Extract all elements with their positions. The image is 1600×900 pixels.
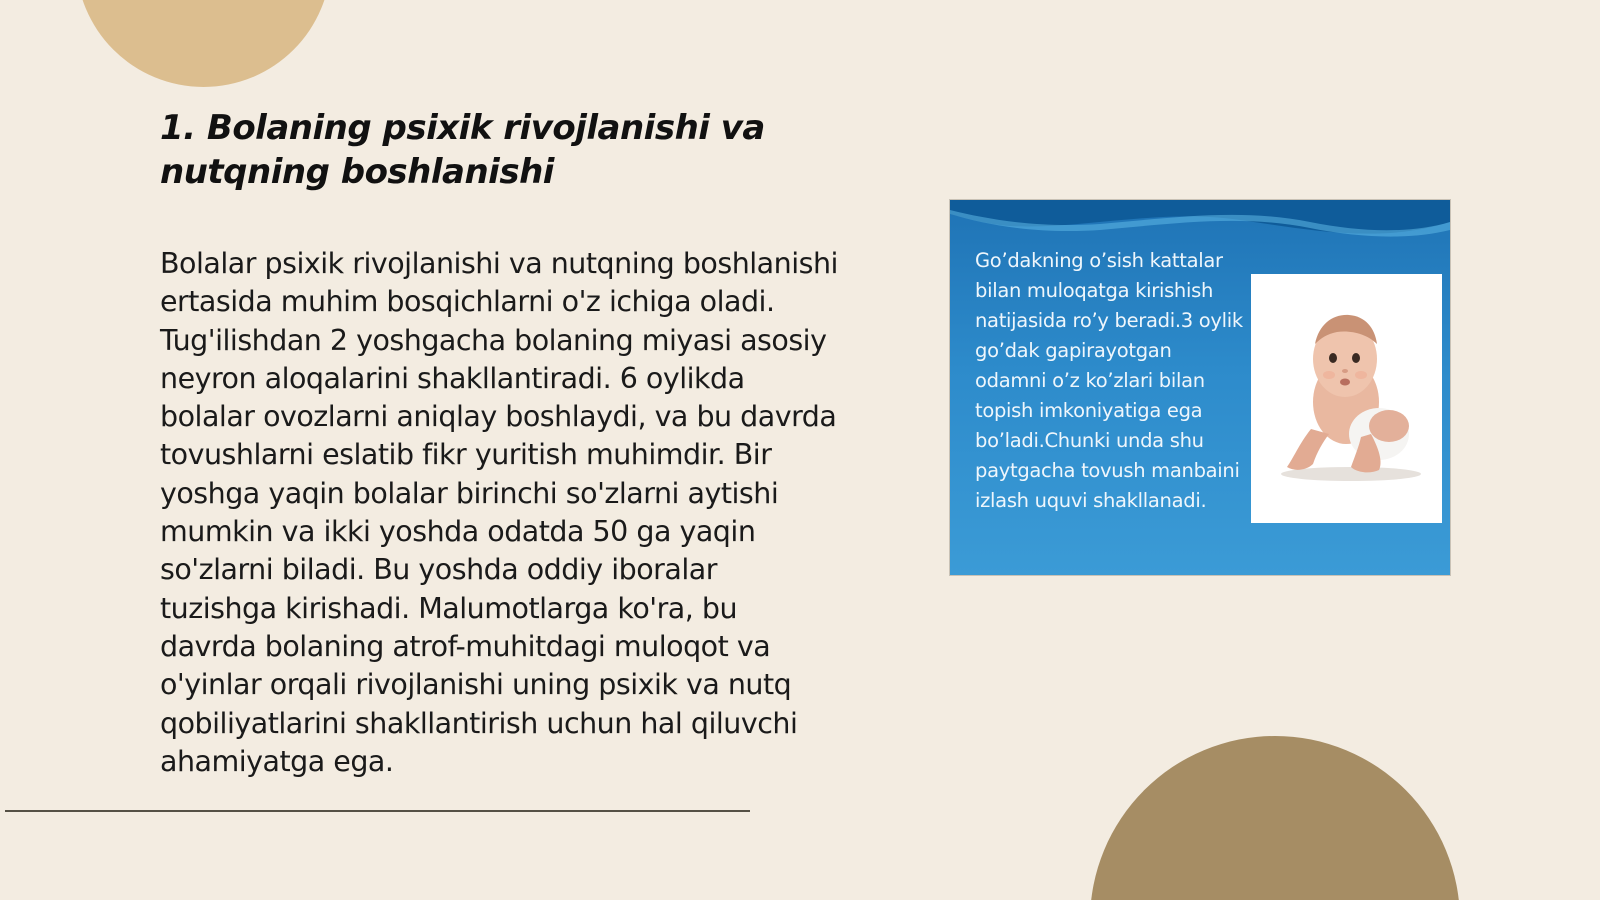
slide-body-text: Bolalar psixik rivojlanishi va nutqning boshlanishi ertasida muhim bosqichlarni o'z ichiga oladi. Tug'ilishdan 2 yoshgacha bolaning miyasi asosiy neyron aloqalarini shakllantiradi. 6 oylikda bolalar ovozlarni aniqlay boshlaydi, va bu davrda tovushlarni eslatib fikr yuritish muhimdir. Bir yoshga yaqin bolalar birinchi so'zlarni aytishi mumkin va ikki yoshda odatda 50 ga yaqin so'zlarni biladi. Bu yoshda oddiy iboralar tuzishga kirishadi. Malumotlarga ko'ra, bu davrda bolaning atrof-muhitdagi muloqot va o'yinlar orqali rivojlanishi uning psixik va nutq qobiliyatlarini shakllantirish uchun hal qiluvchi ahamiyatga ega. [160, 247, 838, 778]
decorative-circle-bottom [1090, 736, 1460, 900]
info-card-image [950, 200, 1450, 575]
info-card-text: Go’dakning o’sish kattalar bilan muloqatga kirishish natijasida ro’y beradi.3 oylik go’dak gapirayotgan odamni o’z ko’zlari bilan topish imkoniyatiga ega bo’ladi.Chunki unda shu paytgacha tovush manbaini izlash uquvi shakllanadi. [975, 249, 1243, 512]
divider-line [5, 810, 750, 812]
slide-title: 1. Bolaning psixik rivojlanishi va nutqning boshlanishi [160, 108, 765, 192]
decorative-circle-top [76, 0, 331, 87]
crawling-baby-photo-icon [1251, 274, 1442, 523]
